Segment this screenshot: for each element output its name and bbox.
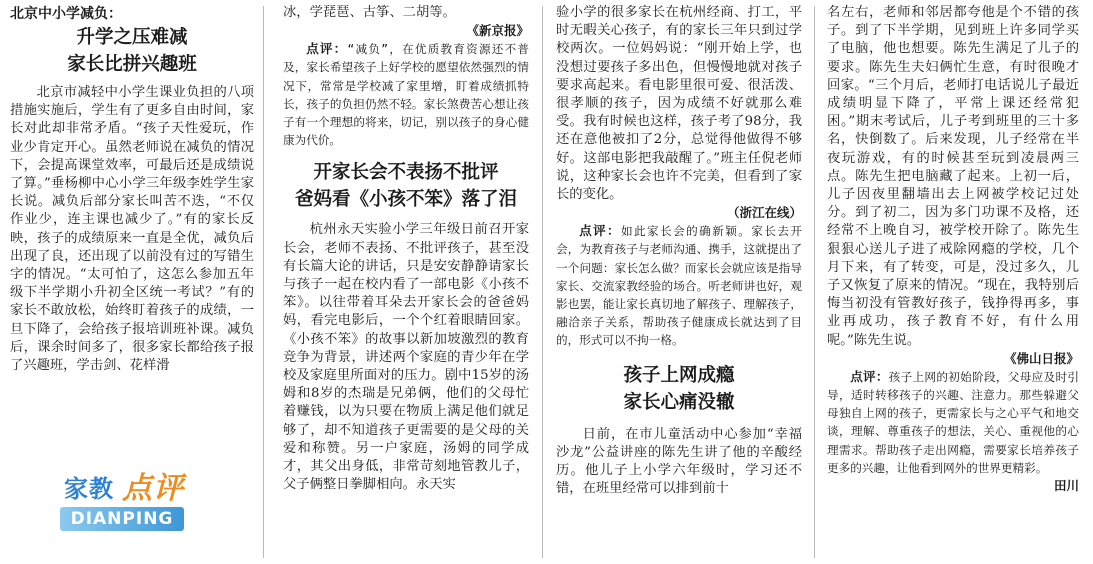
article2-source: （浙江在线） xyxy=(726,205,802,221)
article3-paragraph: 日前，在市儿童活动中心参加“幸福沙龙”公益讲座的陈先生讲了他的辛酸经历。他儿子上小学六年级时，学习还不错，在班里经常可以排到前十 xyxy=(556,426,802,497)
column-divider-3 xyxy=(814,6,815,558)
article2-headline-line1: 开家长会不表扬不批评 xyxy=(313,162,499,184)
article1-comment xyxy=(283,40,529,149)
logo-jiajiao-text: 家教 xyxy=(64,475,114,503)
article2-continuation: 验小学的很多家长在杭州经商、打工，平时无暇关心孩子，有的家长三年只到过学校两次。一位妈妈说：“刚开始上学，也没想过要孩子多出色，但慢慢地就对孩子要求高起来。看电影里很可爱、很活泼、很孝顺的孩子，因为成绩不好就那么难受。我有时候也这样，孩子考了98分，我还在意他被扣了2分，总觉得他做得不够好。这部电影把我敲醒了。”班主任倪老师说，这种家长会也许不完美，但看到了家长的变化。 xyxy=(556,5,802,203)
article1-kicker: 北京中小学减负： xyxy=(10,6,122,22)
article1-headline-line2: 家长比拼兴趣班 xyxy=(67,54,197,75)
article3-headline-line1: 孩子上网成瘾 xyxy=(623,364,735,386)
article3-source: 《佛山日报》 xyxy=(1003,350,1079,366)
article2-comment-text: 如此家长会的确新颖。家长去开会，为教育孩子与老师沟通、携手，这就提出了一个问题：家长怎么做？而家长会就应该是指导家长、交流家教经验的场合。听老师讲也好，观影也罢，能让家长真切地了解孩子、理解孩子，融洽亲子关系，帮助孩子健康成长就达到了目的，形式可以不拘一格。 xyxy=(556,224,802,348)
article3-comment xyxy=(827,368,1079,477)
column-2 xyxy=(283,4,529,560)
article2-comment xyxy=(556,222,802,349)
logo-pinyin: DIANPING xyxy=(70,509,174,529)
article1-continuation: 冰，学琵琶、古筝、二胡等。 xyxy=(283,5,456,20)
article1-comment-label: 点评： xyxy=(306,41,348,57)
article1-source: 《新京报》 xyxy=(466,23,529,39)
column-divider-1 xyxy=(263,6,264,558)
logo-dianping-text: 点评 xyxy=(122,471,184,506)
article1-headline-line1: 升学之压难减 xyxy=(76,27,188,48)
article2-comment-label: 点评： xyxy=(579,223,621,239)
logo-band xyxy=(60,507,184,531)
column-4 xyxy=(827,4,1079,560)
article3-comment-text: 孩子上网的初始阶段，父母应及时引导，适时转移孩子的兴趣、注意力。那些躲避父母独自上网的孩子，更需家长与之心平气和地交谈，理解、尊重孩子的想法，关心、重视他的心理需求。帮助孩子走出网瘾，需要家长培养孩子更多的兴趣，让他看到网外的世界更精彩。 xyxy=(827,369,1079,475)
article3-byline: 田川 xyxy=(1053,478,1079,494)
column-3 xyxy=(556,4,802,560)
article2-paragraph: 杭州永天实验小学三年级日前召开家长会，老师不表扬、不批评孩子，甚至没有长篇大论的讲话，只是安安静静请家长与孩子一起在校内看了一部电影《小孩不笨》。以往带着耳朵去开家长会的爸爸妈妈，看完电影后，一个个红着眼睛回家。《小孩不笨》的故事以新加坡激烈的教育竞争为背景，讲述两个家庭的青少年在学校及家庭里所面对的压力。剧中15岁的汤姆和8岁的杰瑞是兄弟俩，他们的父母忙着赚钱，以为只要在物质上满足他们就足够了，却不知道孩子更需要的是父母的关爱和称赞。另一户家庭，汤姆的同学成才，其父出身低，非常苛刻地管教儿子，父子俩整日拳脚相向。永天实 xyxy=(283,222,529,493)
jiajiao-dianping-logo xyxy=(56,463,188,535)
article2-headline-line2: 爸妈看《小孩不笨》落了泪 xyxy=(294,189,517,211)
article3-continuation: 名左右，老师和邻居都夸他是个不错的孩子。到了下半学期，见到班上许多同学买了电脑，他也想要。陈先生满足了儿子的要求。陈先生夫妇俩忙生意，有时很晚才回家。“三个月后，老师打电话说儿子最近成绩明显下降了，平常上课还经常犯困。”期末考试后，儿子考到班里的三十多名，快倒数了。后来发现，儿子经常在半夜玩游戏，有的时候甚至玩到凌晨两三点。陈先生把电脑藏了起来。上初一后，儿子因夜里翻墙出去上网被学校记过处分。到了初二，因为多门功课不及格，还经常不上晚自习，被学校开除了。陈先生狠狠心送儿子进了戒除网瘾的学校，几个月下来，有了转变，可是，没过多久，儿子又恢复了原来的情况。“现在，我特别后悔当初没有管教好孩子，钱挣得再多，事业再成功，孩子教育不好，有什么用呢。”陈先生说。 xyxy=(827,5,1079,348)
article3-comment-label: 点评： xyxy=(850,368,889,384)
article1-paragraph: 北京市减轻中小学生课业负担的八项措施实施后，学生有了更多自由时间，家长对此却非常矛盾。“孩子天性爱玩，作业少肯定开心。虽然老师说在减负的情况下，会提高课堂效率，可最后还是成绩说了算。”垂杨柳中心小学三年级李姓学生家长说。减负后部分家长叫苦不迭，“不仅作业少，连主课也减少了。”有的家长反映，孩子的成绩原来一直是全优，减负后出现了良，还出现了以前没有过的写错生字的情况。“太可怕了，这怎么参加五年级下半学期小升初全区统一考试？”有的家长不敢放松，始终盯着孩子的成绩，一旦下降了，会给孩子报培训班补课。减负后，课余时间多了，很多家长都给孩子报了兴趣班，学击剑、花样滑 xyxy=(10,85,254,374)
article1-comment-text: “减负”，在优质教育资源还不普及，家长希望孩子上好学校的愿望依然强烈的情况下，常常是学校减了家里增，盯着成绩抓特长，孩子的负担仍然不轻。家长煞费苦心想让孩子有一个理想的将来，切记，别以孩子的身心健康为代价。 xyxy=(283,42,529,148)
article3-headline-line2: 家长心痛没辙 xyxy=(623,391,735,413)
column-divider-2 xyxy=(542,6,543,558)
